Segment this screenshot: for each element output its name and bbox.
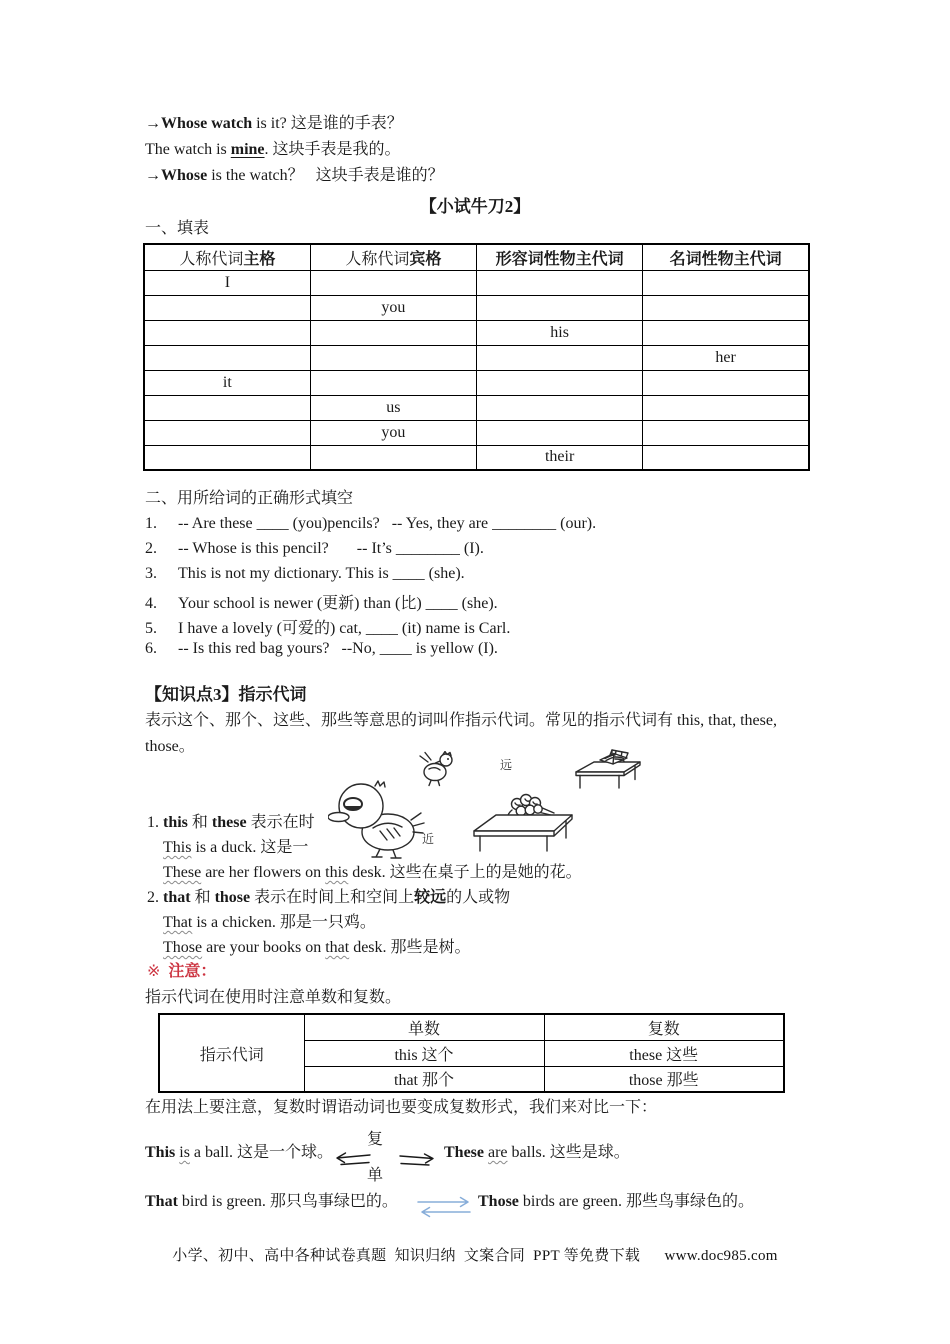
point-number: 1. — [147, 814, 163, 831]
point-bold: those — [214, 889, 251, 906]
note-line — [147, 962, 216, 982]
table-cell — [310, 370, 476, 395]
point-bold: 较远 — [414, 889, 447, 906]
intro-line-2-rest: . 这块手表是我的。 — [264, 141, 401, 158]
practice2-title: 【小试牛刀2】 — [419, 197, 531, 216]
header-singular: 单数 — [304, 1014, 544, 1040]
item-text: This is not my dictionary. This is ____ (she). — [178, 565, 465, 582]
wavy-word: That — [163, 914, 193, 931]
point1-line — [147, 813, 315, 833]
note-asterisk-icon: ※ — [147, 963, 161, 980]
example-text: bird is green. 那只鸟事绿巴的。 — [177, 1193, 398, 1210]
item-text: -- Is this red bag yours? --No, ____ is yellow (I). — [178, 640, 498, 657]
example-text: desk. 那些是树。 — [349, 939, 471, 956]
compare-row-1-right — [444, 1143, 630, 1163]
point-number: 2. — [147, 889, 163, 906]
table-cell — [643, 295, 809, 320]
intro-line-2 — [145, 140, 401, 160]
table-cell — [144, 320, 310, 345]
kp3-title: 【知识点3】指示代词 — [145, 685, 307, 704]
exercise-item — [145, 590, 498, 613]
table-cell — [310, 445, 476, 470]
point-text: 和 — [190, 889, 215, 906]
wavy-word: Those — [163, 939, 203, 956]
header-subject-case — [144, 244, 310, 270]
header-noun-possessive — [643, 244, 809, 270]
point2-line — [147, 888, 510, 908]
wavy-word: this — [325, 864, 349, 881]
table-cell: those 那些 — [544, 1066, 784, 1092]
plural-label: 复 — [367, 1131, 384, 1148]
example-text: is a chicken. 那是一只鸡。 — [192, 914, 376, 931]
intro-line-1 — [145, 114, 403, 134]
arrow-glyph: → — [145, 115, 161, 132]
item-number: 5. — [145, 620, 157, 637]
wavy-word: are — [488, 1144, 508, 1161]
intro-line-3-bold: Whose — [161, 167, 208, 184]
note-para: 指示代词在使用时注意单数和复数。 — [145, 989, 402, 1006]
example-text: are your books on — [202, 939, 326, 956]
table-row — [144, 420, 809, 445]
header-object-case — [310, 244, 476, 270]
bold-word: This — [145, 1144, 176, 1161]
demonstrative-table — [158, 1013, 785, 1093]
table-cell — [310, 320, 476, 345]
compare-intro: 在用法上要注意，复数时谓语动词也要变成复数形式，我们来对比一下： — [145, 1099, 658, 1116]
singular-label: 单 — [367, 1167, 384, 1184]
table-cell: I — [144, 270, 310, 295]
example-text: birds are green. 那些鸟事绿色的。 — [518, 1193, 754, 1210]
left-arrow-icon — [332, 1151, 372, 1167]
example-text: desk. 这些在桌子上的是她的花。 — [348, 864, 582, 881]
table-cell — [144, 420, 310, 445]
table-cell — [477, 295, 643, 320]
books-desk-illustration — [572, 747, 644, 790]
compare-row-2-right — [478, 1192, 754, 1212]
right-arrow-icon — [398, 1151, 438, 1167]
point-text: 的人或物 — [446, 889, 511, 906]
header-text: 人称代词 — [345, 250, 410, 268]
table-cell — [643, 395, 809, 420]
point-bold: that — [163, 889, 191, 906]
pronoun-table — [143, 243, 810, 471]
table-row — [144, 445, 809, 470]
wavy-word: These — [163, 864, 202, 881]
item-number: 3. — [145, 565, 157, 582]
pronoun-table-header-row — [144, 244, 809, 270]
header-plural: 复数 — [544, 1014, 784, 1040]
wavy-word: that — [325, 939, 350, 956]
table-row — [144, 395, 809, 420]
table-cell — [643, 270, 809, 295]
table-cell: his — [477, 320, 643, 345]
fill-table-label: 一、填表 — [145, 220, 210, 237]
item-text: I have a lovely (可爱的) cat, ____ (it) name is Carl. — [178, 620, 511, 637]
table-cell: that 那个 — [304, 1066, 544, 1092]
bold-word: These — [444, 1144, 484, 1161]
table-row — [144, 295, 809, 320]
example-text: are her flowers on — [201, 864, 326, 881]
table-row — [159, 1014, 784, 1040]
point-text: 和 — [187, 814, 212, 831]
header-text-bold: 宾格 — [409, 250, 442, 268]
table-cell — [310, 270, 476, 295]
item-number: 2. — [145, 540, 157, 557]
mine-underlined: mine — [230, 141, 265, 158]
wavy-word: is — [179, 1144, 190, 1161]
point2-example-1 — [163, 913, 376, 933]
footer: 小学、初中、高中各种试卷真题 知识归纳 文案合同 PPT 等免费下载 www.doc985.com — [172, 1248, 778, 1264]
header-text-bold: 形容词性物主代词 — [495, 250, 624, 268]
table-cell: these 这些 — [544, 1040, 784, 1066]
intro-line-3 — [145, 166, 444, 186]
header-text-bold: 主格 — [243, 250, 276, 268]
merged-label-cell: 指示代词 — [159, 1014, 304, 1092]
table-cell — [643, 420, 809, 445]
exercise-item — [145, 640, 498, 658]
table-row — [144, 345, 809, 370]
item-text: -- Whose is this pencil? -- It’s ________ (I). — [178, 540, 484, 557]
table-cell — [643, 445, 809, 470]
point-bold: this — [163, 814, 188, 831]
intro-line-2-pre: The watch is — [145, 141, 231, 158]
kp3-intro: 表示这个、那个、这些、那些等意思的词叫作指示代词。常见的指示代词有 this, that, these, those。 — [145, 712, 777, 755]
table-cell — [643, 370, 809, 395]
exercise-item — [145, 540, 484, 558]
table-cell — [477, 420, 643, 445]
bold-word: Those — [478, 1193, 519, 1210]
flowers-desk-illustration — [470, 785, 576, 855]
near-label: 近 — [422, 832, 435, 846]
table-cell — [310, 345, 476, 370]
table-cell: you — [310, 295, 476, 320]
exercise-item — [145, 615, 510, 638]
duck-illustration — [328, 779, 428, 861]
table-cell: you — [310, 420, 476, 445]
intro-line-1-bold: Whose watch — [161, 115, 253, 132]
arrow-glyph: → — [145, 167, 161, 184]
table-row — [144, 270, 809, 295]
header-adj-possessive — [477, 244, 643, 270]
header-text: 人称代词 — [179, 250, 244, 268]
point-bold: these — [211, 814, 247, 831]
table-cell — [477, 395, 643, 420]
compare-row-1-left — [145, 1143, 333, 1163]
point1-example-2 — [163, 863, 582, 883]
table-cell — [144, 295, 310, 320]
table-cell — [144, 445, 310, 470]
exercise-item — [145, 565, 465, 583]
item-text: Your school is newer (更新) than (比) ____ (she). — [178, 595, 498, 612]
table-cell: their — [477, 445, 643, 470]
exercise-label: 二、用所给词的正确形式填空 — [145, 490, 354, 507]
item-number: 6. — [145, 640, 157, 657]
table-cell: us — [310, 395, 476, 420]
item-number: 4. — [145, 595, 157, 612]
far-label: 远 — [500, 758, 513, 772]
point2-example-2 — [163, 938, 471, 958]
table-cell — [477, 270, 643, 295]
note-label: 注意： — [168, 963, 217, 980]
table-cell — [144, 395, 310, 420]
point1-example-1 — [163, 838, 308, 858]
wavy-word: This — [163, 839, 192, 856]
table-cell — [477, 370, 643, 395]
example-text: a ball. 这是一个球。 — [189, 1144, 334, 1161]
table-row — [144, 320, 809, 345]
table-cell — [643, 320, 809, 345]
example-text: is a duck. 这是一 — [191, 839, 309, 856]
table-cell: it — [144, 370, 310, 395]
exercise-item — [145, 515, 596, 533]
table-row — [144, 370, 809, 395]
table-cell: her — [643, 345, 809, 370]
point-text: 表示在时间上和空间上 — [250, 889, 415, 906]
item-number: 1. — [145, 515, 157, 532]
table-cell — [144, 345, 310, 370]
table-cell — [477, 345, 643, 370]
example-text: balls. 这些是球。 — [507, 1144, 630, 1161]
intro-line-1-rest: is it? 这是谁的手表？ — [252, 115, 403, 132]
bold-word: That — [145, 1193, 178, 1210]
item-text: -- Are these ____ (you)pencils? -- Yes, they are ________ (our). — [178, 515, 597, 532]
point-text: 表示在时 — [246, 814, 315, 831]
swap-arrows-icon — [414, 1194, 474, 1220]
table-cell: this 这个 — [304, 1040, 544, 1066]
intro-line-3-rest: is the watch？ 这块手表是谁的？ — [207, 167, 444, 184]
compare-row-2-left — [145, 1192, 398, 1212]
header-text-bold: 名词性物主代词 — [669, 250, 782, 268]
